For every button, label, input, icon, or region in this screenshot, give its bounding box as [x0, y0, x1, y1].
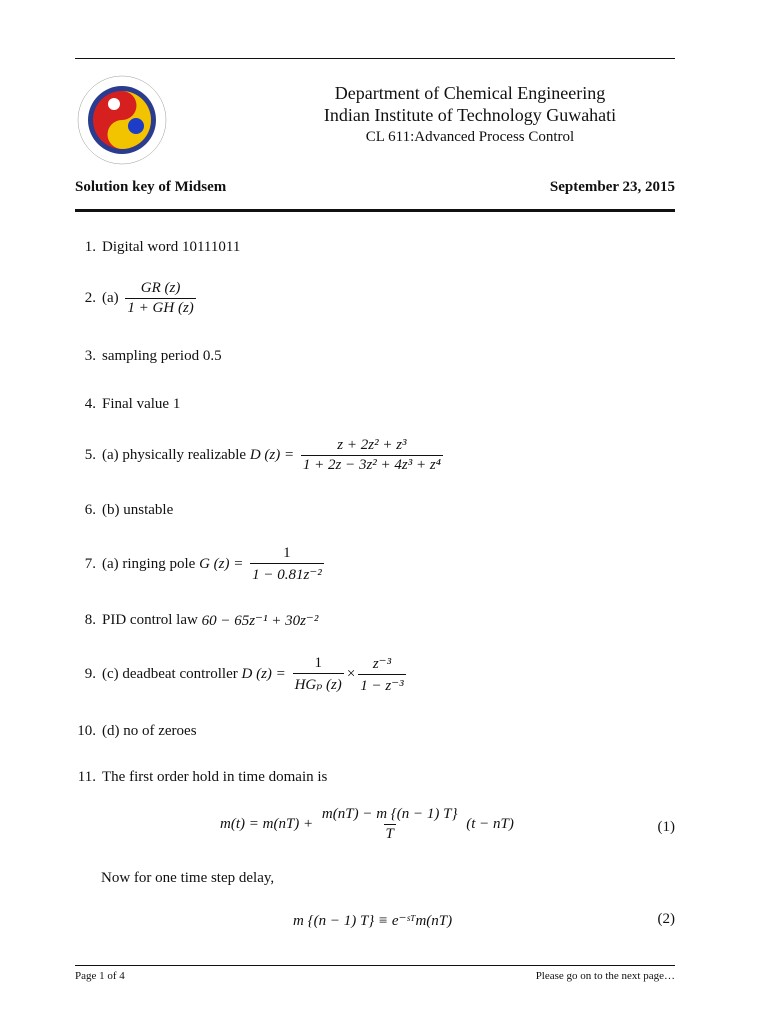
item-number: 7. [84, 556, 96, 572]
fraction-numerator: GR (z) [140, 280, 181, 296]
item-text: (d) no of zeroes [102, 723, 197, 739]
item-number: 3. [84, 348, 96, 364]
times-symbol: × [346, 666, 356, 682]
item-number: 4. [84, 396, 96, 412]
footer-rule [75, 965, 675, 966]
fraction [358, 654, 405, 695]
item-prefix: (c) deadbeat controller [102, 666, 242, 682]
header-rule [75, 209, 675, 212]
page-number: Page 1 of 4 [75, 970, 125, 982]
top-rule [75, 58, 675, 59]
fraction-denominator: 1 + GH (z) [127, 300, 194, 316]
item-number: 2. [84, 290, 96, 306]
fraction-numerator: 1 [314, 655, 322, 671]
equation-body [293, 911, 452, 930]
item-text: Digital word 10111011 [102, 239, 241, 255]
equation-expression: m {(n − 1) T} ≡ e⁻ˢᵀm(nT) [293, 913, 453, 929]
fraction-numerator: z⁻³ [372, 656, 392, 672]
fraction-denominator: 1 − z⁻³ [358, 674, 405, 695]
item-prefix: PID control law [102, 612, 202, 628]
item-lhs: D (z) = [241, 666, 290, 682]
fraction-denominator: HGₚ (z) [293, 673, 344, 694]
equation-body [220, 806, 514, 843]
item-prefix: (a) ringing pole [102, 556, 200, 572]
fraction-numerator: m(nT) − m {(n − 1) T} [321, 806, 458, 822]
item-number: 11. [77, 769, 96, 785]
fraction-denominator: 1 + 2z − 3z² + 4z³ + z⁴ [302, 457, 441, 473]
answer-item-1 [75, 239, 685, 256]
equation-label: (2) [657, 911, 675, 927]
fraction-denominator: T [385, 826, 394, 842]
item-text: The first order hold in time domain is [102, 769, 328, 785]
answer-item-9 [75, 654, 685, 695]
answer-item-7 [75, 545, 685, 584]
answer-item-6 [75, 502, 685, 519]
equation-2 [75, 911, 675, 931]
item-text: Final value 1 [102, 396, 181, 412]
document-date: September 23, 2015 [549, 179, 675, 195]
fraction [125, 280, 195, 317]
answer-item-2 [75, 280, 685, 317]
fraction-denominator: 1 − 0.81z⁻² [250, 563, 324, 584]
department-name: Department of Chemical Engineering [334, 83, 606, 103]
item-number: 6. [84, 502, 96, 518]
item-number: 10. [77, 723, 96, 739]
institute-name: Indian Institute of Technology Guwahati [323, 105, 617, 125]
fraction-numerator: 1 [283, 545, 291, 561]
fraction [250, 545, 324, 584]
fraction-numerator: z + 2z² + z³ [337, 437, 407, 453]
paragraph: Now for one time step delay, [101, 870, 275, 886]
answer-item-4 [75, 396, 685, 413]
answer-item-11 [75, 769, 685, 786]
institute-logo-icon [72, 70, 172, 170]
item-text: (b) unstable [102, 502, 174, 518]
item-lhs: D (z) = [249, 447, 298, 463]
answer-item-8 [75, 611, 685, 630]
equation-label: (1) [657, 819, 675, 835]
course-title: CL 611:Advanced Process Control [365, 129, 575, 145]
item-number: 9. [84, 666, 96, 682]
item-prefix: (a) [102, 290, 123, 306]
answer-item-10 [75, 723, 685, 740]
document-title: Solution key of Midsem [75, 179, 227, 195]
fraction [320, 806, 460, 843]
equation-lhs: m(t) = m(nT) + [220, 816, 317, 832]
equation-1 [75, 806, 675, 850]
fraction [301, 437, 443, 474]
item-expression: 60 − 65z⁻¹ + 30z⁻² [201, 613, 319, 629]
next-page-note: Please go on to the next page… [535, 970, 675, 982]
item-number: 1. [84, 239, 96, 255]
answer-item-3 [75, 348, 685, 365]
answer-item-5 [75, 437, 685, 474]
equation-rhs: (t − nT) [462, 816, 514, 832]
item-number: 8. [84, 612, 96, 628]
item-text: sampling period 0.5 [102, 348, 222, 364]
item-number: 5. [84, 447, 96, 463]
item-prefix: (a) physically realizable [102, 447, 250, 463]
fraction [293, 655, 344, 694]
item-lhs: G (z) = [199, 556, 248, 572]
